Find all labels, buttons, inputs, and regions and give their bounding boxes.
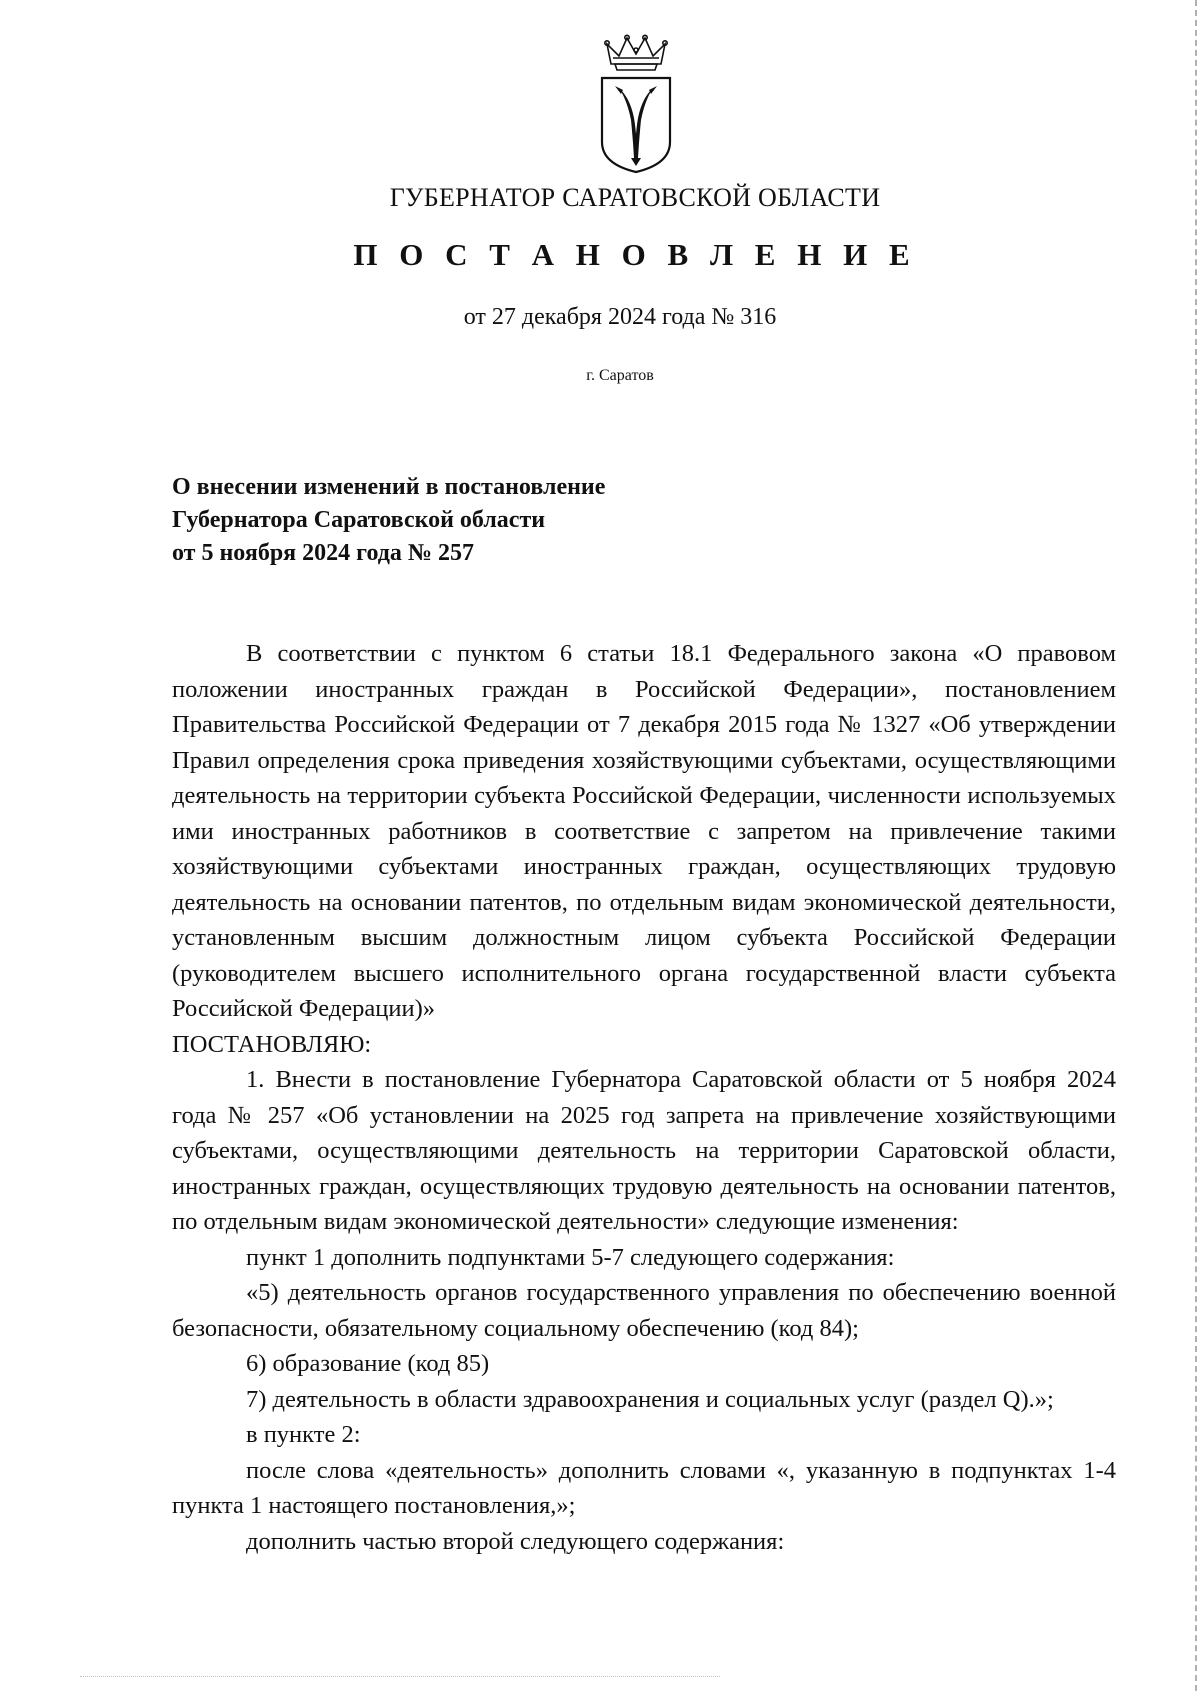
document-date-number: от 27 декабря 2024 года № 316	[463, 304, 777, 330]
point-2-change: после слова «деятельность» дополнить словами «, указанную в подпунктах 1-4 пункта 1 настоящего постановления,»;	[172, 1456, 1116, 1519]
subpoint-5: «5) деятельность органов государственного управления по обеспечению военной безопасности, обязательному социальному обеспечению (код 84);	[172, 1279, 1116, 1342]
amendment-intro: пункт 1 дополнить подпунктами 5-7 следующего содержания:	[246, 1243, 895, 1271]
subpoint-7: 7) деятельность в области здравоохранения и социальных услуг (раздел Q).»;	[246, 1385, 1054, 1413]
decree-word: ПОСТАНОВЛЯЮ:	[172, 1030, 372, 1058]
subject-line: Губернатора Саратовской области	[172, 507, 546, 533]
point-2-intro: в пункте 2:	[246, 1421, 361, 1448]
point-1-paragraph: 1. Внести в постановление Губернатора Саратовской области от 5 ноября 2024 года № 257 «Об установлении на 2025 год запрета на привлечение хозяйствующими субъектами, осуществляющими деятельность на территории Саратовской области, иностранных граждан, осуществляющих трудовую деятельность на основании патентов, по отдельным видам экономической деятельности» следующие изменения:	[172, 1066, 1116, 1235]
document-type-title: П О С Т А Н О В Л Е Н И Е	[353, 237, 917, 272]
point-2-addition: дополнить частью второй следующего содержания:	[246, 1527, 785, 1555]
subject-line: от 5 ноября 2024 года № 257	[172, 540, 475, 566]
saratov-coat-of-arms-icon	[597, 34, 675, 174]
subject-line: О внесении изменений в постановление	[172, 474, 606, 500]
document-city: г. Саратов	[586, 367, 654, 384]
scan-noise-artifact	[80, 1676, 720, 1681]
document-subject	[172, 471, 872, 570]
subpoint-6: 6) образование (код 85)	[246, 1350, 490, 1377]
preamble-paragraph: В соответствии с пунктом 6 статьи 18.1 Федерального закона «О правовом положении иностранных граждан в Российской Федерации», постановлением Правительства Российской Федерации от 7 декабря 2015 года № 1327 «Об утверждении Правил определения срока приведения хозяйствующими субъектами, осуществляющими деятельность на территории субъекта Российской Федерации, численности используемых ими иностранных работников в соответствие с запретом на привлечение такими хозяйствующими субъектами иностранных граждан, осуществляющих трудовую деятельность на основании патентов, по отдельным видам экономической деятельности, установленным высшим должностным лицом субъекта Российской Федерации (руководителем высшего исполнительного органа государственной власти субъекта Российской Федерации)»	[172, 640, 1116, 1022]
document-body	[172, 636, 1116, 1559]
issuing-authority: ГУБЕРНАТОР САРАТОВСКОЙ ОБЛАСТИ	[389, 183, 881, 212]
